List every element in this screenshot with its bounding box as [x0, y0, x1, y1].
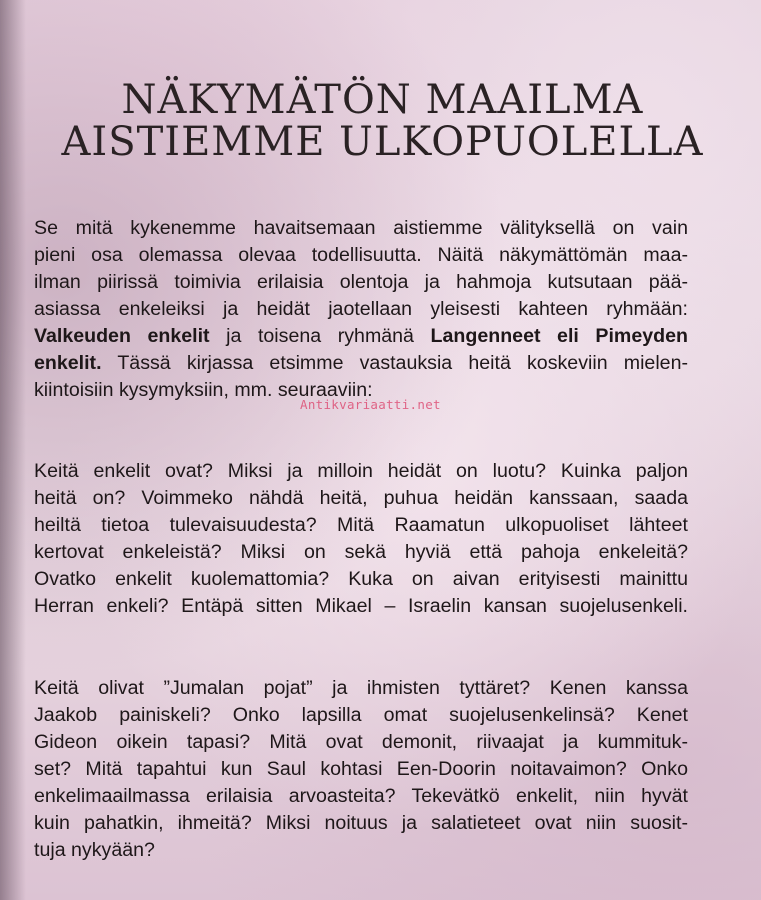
- watermark: Antikvariaatti.net: [300, 397, 441, 412]
- text-line: Keitä olivat ”Jumalan pojat” ja ihmisten tyttäret? Kenen kanssa: [34, 677, 688, 699]
- text-line: Herran enkeli? Entäpä sitten Mikael – Israelin kansan suojelusenkeli.: [34, 595, 688, 617]
- text-span: Tässä kirjassa etsimme vastauksia heitä koskeviin mielen-: [101, 352, 688, 374]
- text-line: [34, 323, 688, 349]
- text-line: Jaakob painiskeli? Onko lapsilla omat suojelusenkelinsä? Kenet: [34, 704, 688, 726]
- text-line: pieni osa olemassa olevaa todellisuutta. Näitä näkymättömän maa-: [34, 244, 688, 266]
- text-line: asiassa enkeleiksi ja heidät jaotellaan yleisesti kahteen ryhmään:: [34, 298, 688, 320]
- text-line: kiintoisiin kysymyksiin, mm. seuraaviin:: [34, 379, 373, 401]
- text-line: kuin pahatkin, ihmeitä? Miksi noituus ja salatieteet ovat niin suosit-: [34, 812, 688, 834]
- text-line: Keitä enkelit ovat? Miksi ja milloin heidät on luotu? Kuinka paljon: [34, 460, 688, 482]
- text-line: heiltä tietoa tulevaisuudesta? Mitä Raamatun ulkopuoliset lähteet: [34, 514, 688, 536]
- text-line: Ovatko enkelit kuolemattomia? Kuka on aivan erityisesti mainittu: [34, 568, 688, 590]
- bold-term-light-angels: Valkeuden enkelit: [34, 325, 210, 347]
- text-line: Se mitä kykenemme havaitsemaan aistiemme välityksellä on vain: [34, 217, 688, 239]
- text-line: set? Mitä tapahtui kun Saul kohtasi Een-Doorin noitavaimon? Onko: [34, 758, 688, 780]
- text-line: tuja nykyään?: [34, 839, 155, 861]
- text-line: ilman piirissä toimivia erilaisia olentoja ja hahmoja kutsutaan pää-: [34, 271, 688, 293]
- text-line: heitä on? Voimmeko nähdä heitä, puhua heidän kanssaan, saada: [34, 487, 688, 509]
- title-line-2: AISTIEMME ULKOPUOLELLA: [61, 119, 704, 165]
- text-line: enkelimaailmassa erilaisia arvoasteita? Tekevätkö enkelit, niin hyvät: [34, 785, 688, 807]
- bold-term-angels: enkelit.: [34, 352, 102, 374]
- text-line: Gideon oikein tapasi? Mitä ovat demonit, riivaajat ja kummituk-: [34, 731, 688, 753]
- text-line: kertovat enkeleistä? Miksi on sekä hyviä että pahoja enkeleitä?: [34, 541, 688, 563]
- book-spine-shadow: [0, 0, 26, 900]
- bold-term-fallen-angels: Langenneet eli Pimeyden: [430, 325, 688, 347]
- title-line-1: NÄKYMÄTÖN MAAILMA: [121, 77, 644, 123]
- text-span: ja toisena ryhmänä: [209, 325, 431, 347]
- text-line: [34, 350, 688, 376]
